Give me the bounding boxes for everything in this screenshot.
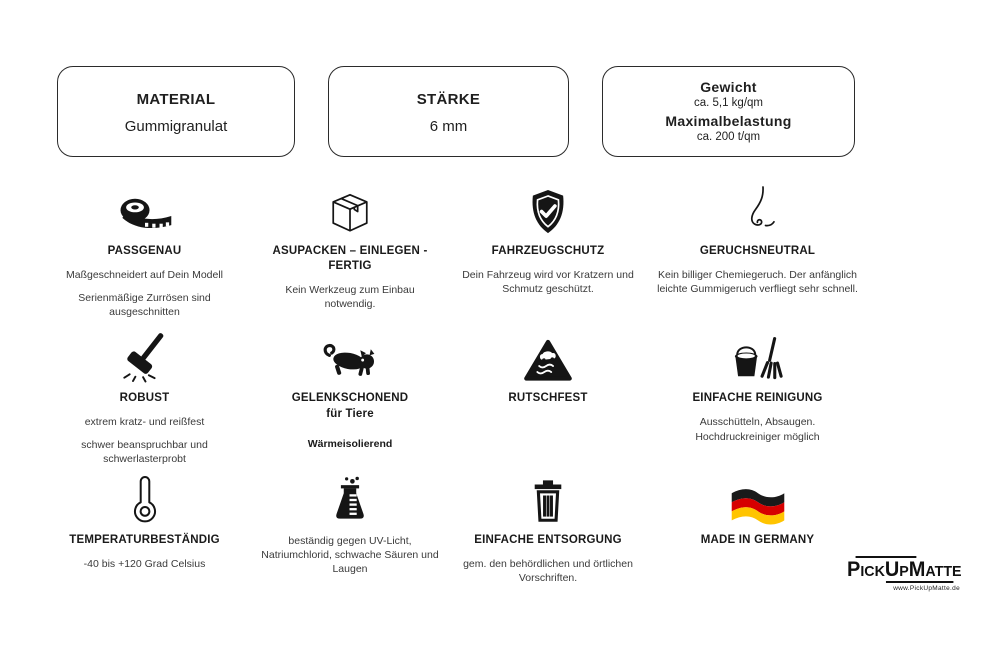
- spec-title: Gewicht: [700, 78, 757, 95]
- shield-check-icon: [456, 180, 640, 236]
- feature-title: EINFACHE REINIGUNG: [692, 392, 823, 404]
- feature-title: RUTSCHFEST: [508, 392, 588, 404]
- spec-box-material: [57, 66, 295, 157]
- feature-text: Maßgeschneidert auf Dein Modell: [66, 268, 223, 281]
- feature-text: -40 bis +120 Grad Celsius: [83, 557, 206, 570]
- brand-logo: [843, 556, 966, 592]
- feature-title: PASSGENAU: [107, 245, 182, 257]
- feature-title: ASUPACKEN – EINLEGEN - FERTIG: [272, 245, 428, 272]
- trash-bin-icon: [456, 469, 640, 525]
- feature-text: Hochdruckreiniger möglich: [695, 431, 820, 444]
- feature-title: ROBUST: [119, 392, 170, 404]
- feature-subtitle: für Tiere: [326, 407, 374, 420]
- feature-title: MADE IN GERMANY: [700, 534, 815, 546]
- feature-text: Serienmäßige Zurrösen sind ausgeschnitten: [78, 292, 211, 319]
- feature-text: Kein Werkzeug zum Einbau notwendig.: [285, 283, 415, 311]
- feature-made-in-germany: [648, 469, 867, 585]
- feature-temperatur: [37, 469, 252, 585]
- feature-chemie: [252, 469, 448, 585]
- spec-value: ca. 5,1 kg/qm: [693, 96, 764, 109]
- nose-icon: [656, 180, 859, 236]
- cat-icon: [260, 327, 440, 383]
- spec-value: ca. 200 t/qm: [696, 130, 761, 143]
- brand-logo-url: www.PickUpMatte.de: [893, 585, 960, 592]
- feature-grid: [37, 180, 867, 585]
- feature-reinigung: [648, 327, 867, 469]
- spec-title: MATERIAL: [136, 90, 216, 108]
- spec-box-staerke: [328, 66, 569, 157]
- feature-gelenkschonend: [252, 327, 448, 469]
- feature-text: Dein Fahrzeug wird vor Kratzern und Schmutz geschützt.: [462, 268, 634, 296]
- feature-fahrzeugschutz: [448, 180, 648, 327]
- feature-passgenau: [37, 180, 252, 327]
- feature-title: FAHRZEUGSCHUTZ: [491, 245, 605, 257]
- spec-value: 6 mm: [429, 117, 468, 135]
- spec-value: Gummigranulat: [124, 117, 228, 135]
- feature-rutschfest: [448, 327, 648, 469]
- feature-text: schwer beanspruchbar und schwerlasterprobt: [81, 439, 208, 466]
- slippery-road-icon: [456, 327, 640, 383]
- feature-robust: [37, 327, 252, 469]
- feature-title: GERUCHSNEUTRAL: [699, 245, 816, 257]
- tape-measure-icon: [45, 180, 244, 236]
- feature-auspacken: [252, 180, 448, 327]
- bucket-broom-icon: [656, 327, 859, 383]
- thermometer-icon: [45, 469, 244, 525]
- brand-logo-text: PickUpMatte: [847, 558, 962, 581]
- lab-beaker-icon: [260, 469, 440, 525]
- spec-title: STÄRKE: [416, 90, 481, 108]
- feature-text: extrem kratz- und reißfest: [84, 415, 205, 428]
- feature-title: GELENKSCHONEND: [291, 392, 409, 404]
- spec-box-gewicht: [602, 66, 855, 157]
- package-box-icon: [260, 180, 440, 236]
- feature-text: gem. den behördlichen und örtlichen Vorschriften.: [463, 557, 633, 585]
- spec-row: [57, 66, 855, 157]
- sledgehammer-icon: [45, 327, 244, 383]
- germany-flag-icon: [656, 469, 859, 525]
- feature-text: Ausschütteln, Absaugen.: [699, 415, 816, 428]
- feature-entsorgung: [448, 469, 648, 585]
- feature-note: Wärmeisolierend: [307, 437, 393, 450]
- feature-title: TEMPERATURBESTÄNDIG: [69, 534, 220, 546]
- feature-title: EINFACHE ENTSORGUNG: [474, 534, 622, 546]
- feature-text: beständig gegen UV-Licht, Natriumchlorid, schwache Säuren und Laugen: [261, 535, 439, 576]
- feature-text: Kein billiger Chemiegeruch. Der anfänglich leichte Gummigeruch verfliegt sehr schnell.: [657, 268, 858, 296]
- feature-geruchsneutral: [648, 180, 867, 327]
- spec-title: Maximalbelastung: [665, 112, 792, 129]
